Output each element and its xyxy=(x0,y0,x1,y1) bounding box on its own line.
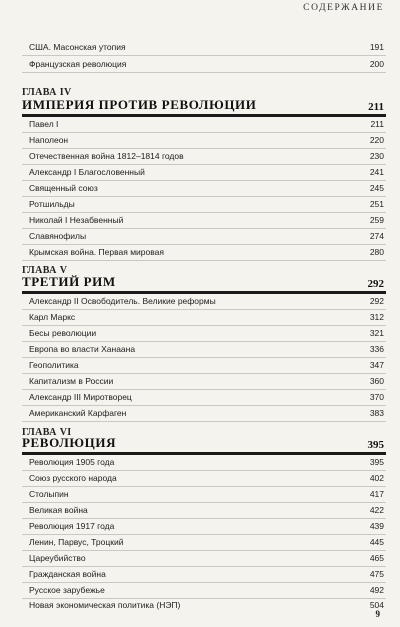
toc-entry xyxy=(22,455,386,471)
toc-entry-page: 211 xyxy=(370,119,384,129)
toc-entry xyxy=(22,583,386,599)
toc-entry xyxy=(22,551,386,567)
toc-entry-page: 395 xyxy=(369,457,384,467)
toc-entry xyxy=(22,294,386,310)
toc-entry-page: 259 xyxy=(369,215,384,225)
toc-entry-title: Американский Карфаген xyxy=(29,408,127,418)
toc-entry-title: Революция 1905 года xyxy=(29,457,115,467)
toc-entry-page: 465 xyxy=(369,553,384,563)
toc-entry-title: США. Масонская утопия xyxy=(29,42,126,52)
toc-entry xyxy=(22,165,386,181)
toc-entry-title: Александр I Благословенный xyxy=(29,167,145,177)
toc-entry-page: 445 xyxy=(369,537,384,547)
toc-entry-page: 280 xyxy=(369,247,384,257)
toc-entry xyxy=(22,245,386,261)
toc-entry-page: 292 xyxy=(369,296,384,306)
toc-entry-page: 245 xyxy=(369,183,384,193)
chapter-title: ИМПЕРИЯ ПРОТИВ РЕВОЛЮЦИИ xyxy=(22,97,257,112)
chapter-heading xyxy=(22,436,386,455)
chapter-page: 395 xyxy=(367,439,384,451)
chapter-page: 292 xyxy=(367,278,384,290)
chapter-title: ТРЕТИЙ РИМ xyxy=(22,274,116,289)
toc-entry-page: 191 xyxy=(369,42,384,52)
toc-entry-title: Революция 1917 года xyxy=(29,521,115,531)
toc-entry-page: 241 xyxy=(369,167,384,177)
toc-entry xyxy=(22,358,386,374)
toc-entry xyxy=(22,117,386,133)
toc-entry xyxy=(22,374,386,390)
toc-entry-page: 383 xyxy=(369,408,384,418)
toc-entry xyxy=(22,535,386,551)
toc-entry-title: Славянофилы xyxy=(29,231,87,241)
toc-entry-title: Отечественная война 1812–1814 годов xyxy=(29,151,184,161)
page-number: 9 xyxy=(375,609,380,619)
toc-entry-title: Александр II Освободитель. Великие реформы xyxy=(29,296,216,306)
toc-entry-page: 422 xyxy=(369,505,384,515)
toc-entry-title: Бесы революции xyxy=(29,328,97,338)
chapter-page: 211 xyxy=(368,101,384,113)
chapter-heading xyxy=(22,98,386,117)
chapter-label: ГЛАВА V xyxy=(22,265,68,276)
toc-entry-title: Французская революция xyxy=(29,59,127,69)
toc-entry xyxy=(22,149,386,165)
toc-entry xyxy=(22,57,386,73)
toc-entry-page: 220 xyxy=(369,135,384,145)
toc-entry-page: 402 xyxy=(369,473,384,483)
toc-entry xyxy=(22,213,386,229)
toc-entry-title: Геополитика xyxy=(29,360,79,370)
toc-entry-title: Гражданская война xyxy=(29,569,106,579)
toc-entry-title: Ротшильды xyxy=(29,199,75,209)
toc-entry xyxy=(22,133,386,149)
toc-entry-title: Николай I Незабвенный xyxy=(29,215,124,225)
toc-entry xyxy=(22,406,386,422)
toc-entry xyxy=(22,181,386,197)
toc-entry-title: Европа во власти Ханаана xyxy=(29,344,136,354)
toc-entry-page: 321 xyxy=(369,328,384,338)
toc-entry-title: Крымская война. Первая мировая xyxy=(29,247,164,257)
chapter-heading xyxy=(22,275,386,294)
toc-entry-page: 230 xyxy=(369,151,384,161)
toc-entry-page: 360 xyxy=(369,376,384,386)
toc-entry-page: 251 xyxy=(369,199,384,209)
toc-entry-title: Священный союз xyxy=(29,183,98,193)
toc-entry-title: Ленин, Парвус, Троцкий xyxy=(29,537,124,547)
chapter-title: РЕВОЛЮЦИЯ xyxy=(22,435,117,450)
running-head: СОДЕРЖАНИЕ xyxy=(303,3,384,13)
toc-entry xyxy=(22,471,386,487)
toc-entry xyxy=(22,390,386,406)
toc-entry-title: Карл Маркс xyxy=(29,312,76,322)
toc-entry xyxy=(22,40,386,56)
toc-entry-title: Цареубийство xyxy=(29,553,86,563)
toc-entry-page: 504 xyxy=(369,600,384,610)
toc-entry-page: 370 xyxy=(369,392,384,402)
chapter-label: ГЛАВА VI xyxy=(22,427,72,438)
toc-entry-title: Павел I xyxy=(29,119,59,129)
toc-entry-page: 417 xyxy=(369,489,384,499)
toc-entry xyxy=(22,197,386,213)
toc-entry xyxy=(22,326,386,342)
toc-entry-page: 347 xyxy=(369,360,384,370)
toc-entry-page: 475 xyxy=(369,569,384,579)
toc-entry-page: 200 xyxy=(369,59,384,69)
toc-entry-page: 312 xyxy=(369,312,384,322)
toc-entry-title: Александр III Миротворец xyxy=(29,392,132,402)
toc-entry xyxy=(22,567,386,583)
toc-entry xyxy=(22,342,386,358)
toc-entry xyxy=(22,599,386,613)
toc-entry-page: 439 xyxy=(369,521,384,531)
toc-entry-title: Новая экономическая политика (НЭП) xyxy=(29,600,181,610)
toc-entry xyxy=(22,519,386,535)
chapter-label: ГЛАВА IV xyxy=(22,87,72,98)
toc-entry-page: 336 xyxy=(369,344,384,354)
toc-entry-title: Русское зарубежье xyxy=(29,585,105,595)
toc-entry xyxy=(22,229,386,245)
toc-entry-title: Союз русского народа xyxy=(29,473,117,483)
toc-entry-title: Великая война xyxy=(29,505,88,515)
toc-entry-page: 274 xyxy=(369,231,384,241)
toc-entry xyxy=(22,487,386,503)
toc-entry xyxy=(22,310,386,326)
toc-entry-page: 492 xyxy=(369,585,384,595)
toc-entry-title: Капитализм в России xyxy=(29,376,114,386)
toc-entry-title: Наполеон xyxy=(29,135,69,145)
toc-entry xyxy=(22,503,386,519)
toc-entry-title: Столыпин xyxy=(29,489,69,499)
